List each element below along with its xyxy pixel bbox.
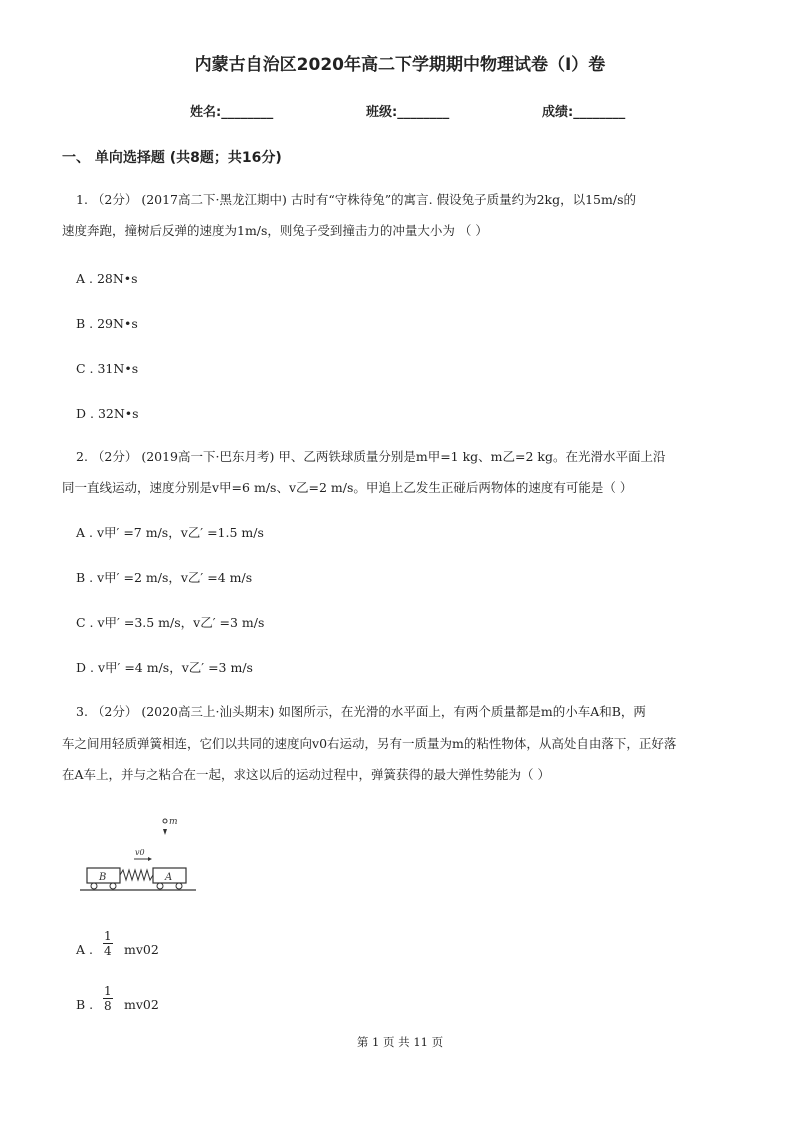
question-3-option-b-letter: B . [76,997,94,1012]
fraction-denominator: 4 [104,944,112,958]
question-2-line-2: 同一直线运动，速度分别是v甲=6 m/s、v乙=2 m/s。甲追上乙发生正碰后两物体的速度有可能是（ ） [62,480,633,495]
question-1-option-c: C . 31N•s [76,361,139,376]
question-2-line-1: 2. （2分） (2019高一下·巴东月考) 甲、乙两铁球质量分别是m甲=1 kg、m乙=2 kg。在光滑水平面上沿 [76,449,666,464]
question-1-option-a: A . 28N•s [76,271,138,286]
question-3-option-a-text: mv02 [124,942,159,957]
wheel-icon [157,883,163,889]
question-2-option-d: D . v甲′ =4 m/s，v乙′ =3 m/s [76,660,253,675]
question-3-option-a-fraction [103,929,113,958]
cart-a-label: A [165,872,173,883]
question-3-line-1: 3. （2分） (2020高三上·汕头期末) 如图所示，在光滑的水平面上，有两个质量都是m的小车A和B，两 [76,704,646,719]
drop-arrow-icon [163,829,167,835]
page-title: 内蒙古自治区2020年高二下学期期中物理试卷（I）卷 [194,55,606,75]
falling-mass-icon [163,819,167,823]
question-3-option-b-text: mv02 [124,997,159,1012]
velocity-arrowhead-icon [148,857,152,861]
question-2-option-a: A . v甲′ =7 m/s，v乙′ =1.5 m/s [76,525,264,540]
question-3-option-b-fraction [103,984,113,1013]
page-footer: 第 1 页 共 11 页 [356,1035,444,1049]
falling-mass-label: m [169,817,178,827]
question-1-line-1: 1. （2分） (2017高二下·黑龙江期中) 古时有“守株待兔”的寓言. 假设兔子质量约为2kg，以15m/s的 [76,192,636,207]
name-field: 姓名:________ [190,105,274,120]
spring [120,870,153,880]
fraction-numerator: 1 [104,929,112,943]
question-3-line-2: 车之间用轻质弹簧相连，它们以共同的速度向v0右运动，另有一质量为m的粘性物体，从高处自由落下，正好落 [62,736,677,751]
velocity-label: v0 [135,848,145,857]
question-1-line-2: 速度奔跑，撞树后反弹的速度为1m/s，则兔子受到撞击力的冲量大小为 （ ） [62,223,488,238]
question-2-option-b: B . v甲′ =2 m/s，v乙′ =4 m/s [76,570,253,585]
question-3-option-a-letter: A . [76,942,93,957]
fraction-numerator: 1 [104,984,112,998]
question-2-option-c: C . v甲′ =3.5 m/s，v乙′ =3 m/s [76,615,265,630]
cart-b-label: B [99,872,107,883]
class-field: 班级:________ [366,105,450,120]
score-field: 成绩:________ [542,105,626,120]
carts-spring-figure [78,812,208,896]
section-heading: 一、 单向选择题 (共8题；共16分) [62,150,282,166]
question-1-option-b: B . 29N•s [76,316,138,331]
wheel-icon [110,883,116,889]
wheel-icon [176,883,182,889]
question-1-option-d: D . 32N•s [76,406,139,421]
fraction-denominator: 8 [104,999,112,1013]
question-3-line-3: 在A车上，并与之粘合在一起，求这以后的运动过程中，弹簧获得的最大弹性势能为（ ） [62,767,551,782]
wheel-icon [91,883,97,889]
